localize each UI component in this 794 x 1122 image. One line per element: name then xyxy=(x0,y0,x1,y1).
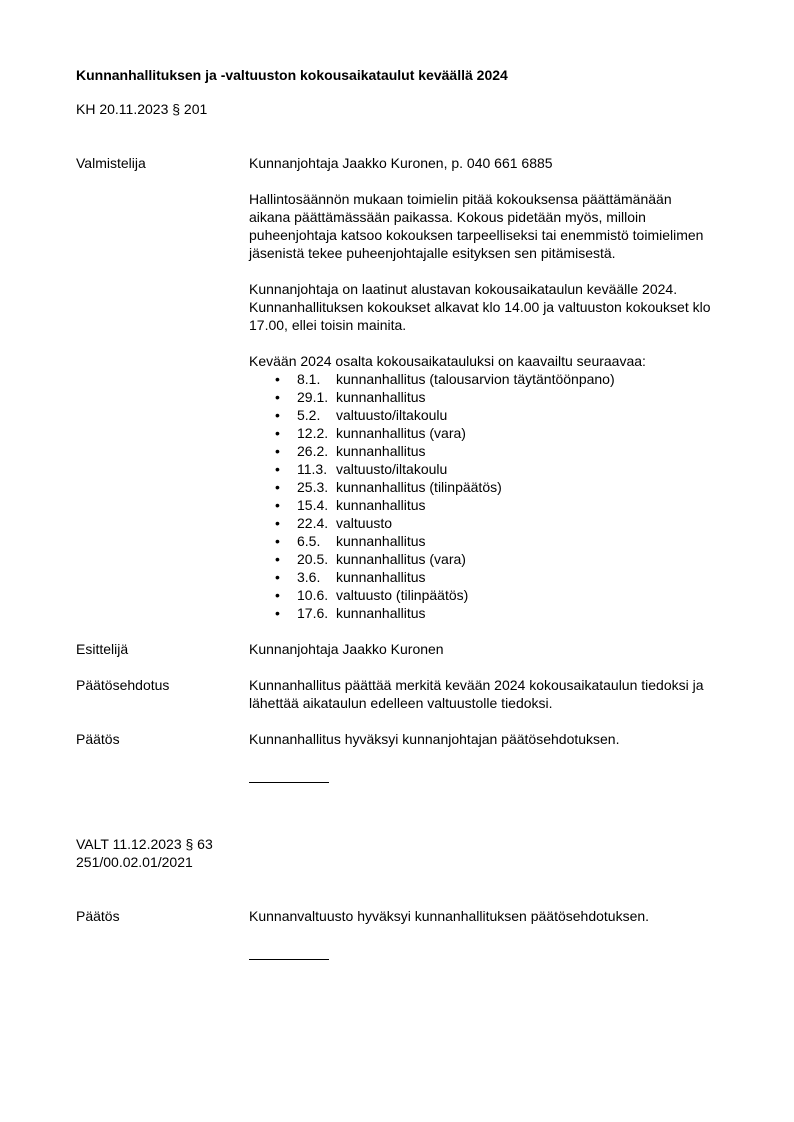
bullet-icon: • xyxy=(275,407,280,423)
schedule-event: kunnanhallitus (vara) xyxy=(336,425,466,441)
valmistelija-section xyxy=(76,154,736,622)
bullet-icon: • xyxy=(275,533,280,549)
valt-paatos-value: Kunnanvaltuusto hyväksyi kunnanhallituksen päätösehdotuksen. xyxy=(249,908,650,924)
schedule-item xyxy=(275,550,736,568)
bullet-icon: • xyxy=(275,515,280,531)
bullet-icon: • xyxy=(275,389,280,405)
valt-paatos-section xyxy=(76,907,736,925)
paatosehdotus-section xyxy=(76,676,736,712)
valmistelija-name: Kunnanjohtaja Jaakko Kuronen, p. 040 661 6885 xyxy=(249,155,553,171)
schedule-item xyxy=(275,514,736,532)
schedule-event: kunnanhallitus (talousarvion täytäntöönpano) xyxy=(336,371,615,387)
schedule-date: 25.3. xyxy=(297,479,329,495)
schedule-date: 26.2. xyxy=(297,443,329,459)
bullet-icon: • xyxy=(275,497,280,513)
valmistelija-paragraph-2: Kunnanjohtaja on laatinut alustavan kokousaikataulun keväälle 2024. Kunnanhallituksen kokoukset alkavat klo 14.00 ja valtuuston kokoukset klo 17.00, ellei toisin mainita. xyxy=(249,281,711,333)
schedule-date: 29.1. xyxy=(297,389,329,405)
signature-line xyxy=(249,766,329,783)
bullet-icon: • xyxy=(275,425,280,441)
signature-line xyxy=(249,943,329,960)
schedule-event: kunnanhallitus xyxy=(336,533,426,549)
diary-number: 251/00.02.01/2021 xyxy=(76,854,193,870)
schedule-item xyxy=(275,388,736,406)
bullet-icon: • xyxy=(275,587,280,603)
kh-paatos-value: Kunnanhallitus hyväksyi kunnanjohtajan päätösehdotuksen. xyxy=(249,731,620,747)
schedule-date: 5.2. xyxy=(297,407,321,423)
valmistelija-paragraph-1: Hallintosäännön mukaan toimielin pitää kokouksensa päättämänään aikana päättämässään paikassa. Kokous pidetään myös, milloin puheenjohtaja katsoo kokouksen tarpeelliseksi tai enemmistö toimielimen jäsenistä tekee puheenjohtajalle esityksen sen pitämisestä. xyxy=(249,191,704,261)
schedule-event: kunnanhallitus (tilinpäätös) xyxy=(336,479,502,495)
schedule-event: kunnanhallitus xyxy=(336,605,426,621)
schedule-event: valtuusto xyxy=(336,515,393,531)
schedule-event: kunnanhallitus xyxy=(336,569,426,585)
schedule-date: 3.6. xyxy=(297,569,321,585)
schedule-date: 6.5. xyxy=(297,533,321,549)
schedule-date: 12.2. xyxy=(297,425,329,441)
schedule-item xyxy=(275,460,736,478)
bullet-icon: • xyxy=(275,443,280,459)
bullet-icon: • xyxy=(275,569,280,585)
valmistelija-paragraph-3: Kevään 2024 osalta kokousaikatauluksi on kaavailtu seuraavaa: xyxy=(249,353,646,369)
bullet-icon: • xyxy=(275,551,280,567)
schedule-item xyxy=(275,532,736,550)
document-page xyxy=(76,66,736,960)
valt-paatos-label: Päätös xyxy=(76,908,120,924)
schedule-item xyxy=(275,406,736,424)
esittelija-label: Esittelijä xyxy=(76,641,129,657)
schedule-event: kunnanhallitus xyxy=(336,497,426,513)
bullet-icon: • xyxy=(275,371,280,387)
schedule-date: 20.5. xyxy=(297,551,329,567)
bullet-icon: • xyxy=(275,605,280,621)
paatosehdotus-label: Päätösehdotus xyxy=(76,677,170,693)
schedule-event: valtuusto/iltakoulu xyxy=(336,407,448,423)
bullet-icon: • xyxy=(275,479,280,495)
schedule-item xyxy=(275,604,736,622)
schedule-event: kunnanhallitus xyxy=(336,389,426,405)
kh-paatos-section xyxy=(76,730,736,748)
esittelija-value: Kunnanjohtaja Jaakko Kuronen xyxy=(249,641,444,657)
kh-reference: KH 20.11.2023 § 201 xyxy=(76,101,208,117)
schedule-date: 17.6. xyxy=(297,605,329,621)
schedule-date: 8.1. xyxy=(297,371,321,387)
schedule-list xyxy=(249,370,736,622)
schedule-item xyxy=(275,586,736,604)
schedule-event: valtuusto/iltakoulu xyxy=(336,461,448,477)
paatosehdotus-value: Kunnanhallitus päättää merkitä kevään 2024 kokousaikataulun tiedoksi ja lähettää aikataulun edelleen valtuustolle tiedoksi. xyxy=(249,677,704,711)
kh-paatos-label: Päätös xyxy=(76,731,120,747)
document-title: Kunnanhallituksen ja -valtuuston kokousaikataulut keväällä 2024 xyxy=(76,67,508,83)
valt-reference: VALT 11.12.2023 § 63 xyxy=(76,836,213,852)
schedule-date: 10.6. xyxy=(297,587,329,603)
schedule-event: valtuusto (tilinpäätös) xyxy=(336,587,469,603)
schedule-item xyxy=(275,424,736,442)
schedule-event: kunnanhallitus xyxy=(336,443,426,459)
schedule-item xyxy=(275,568,736,586)
esittelija-section xyxy=(76,640,736,658)
valt-signature-row xyxy=(76,925,736,960)
schedule-item xyxy=(275,370,736,388)
kh-signature-row xyxy=(76,748,736,783)
schedule-date: 22.4. xyxy=(297,515,329,531)
schedule-date: 15.4. xyxy=(297,497,329,513)
bullet-icon: • xyxy=(275,461,280,477)
schedule-item xyxy=(275,442,736,460)
schedule-date: 11.3. xyxy=(297,461,328,477)
schedule-item xyxy=(275,496,736,514)
schedule-event: kunnanhallitus (vara) xyxy=(336,551,466,567)
valmistelija-label: Valmistelija xyxy=(76,155,146,171)
valmistelija-content xyxy=(249,154,736,622)
schedule-item xyxy=(275,478,736,496)
